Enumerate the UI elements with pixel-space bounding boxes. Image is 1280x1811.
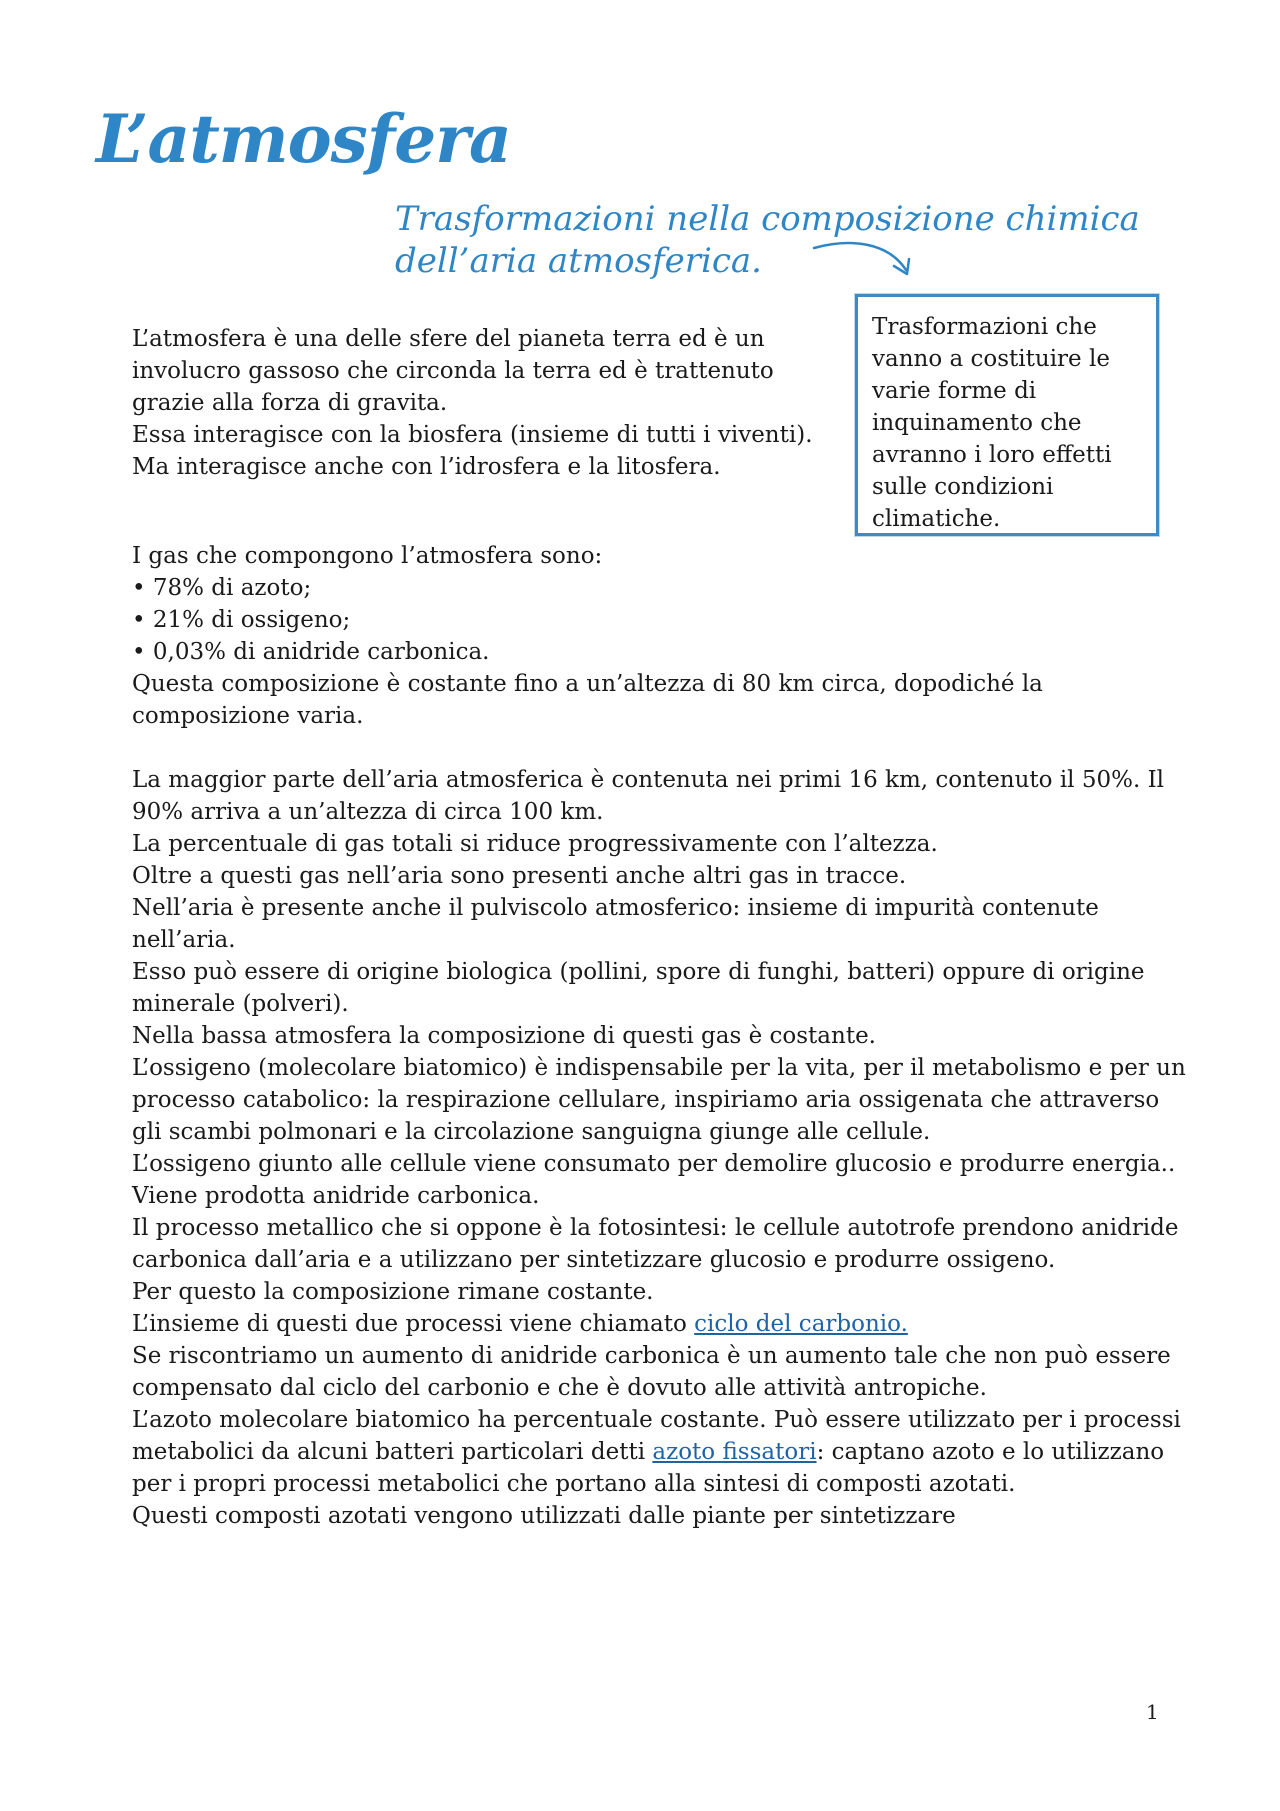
paragraph: Questi composti azotati vengono utilizzati dalle piante per sintetizzare <box>132 1503 956 1529</box>
gas-list-item: • 21% di ossigeno; <box>132 607 351 633</box>
body-text <box>132 540 1192 1532</box>
composition-note: Questa composizione è costante fino a un’altezza di 80 km circa, dopodiché la composizione varia. <box>132 671 1043 729</box>
paragraph: Nell’aria è presente anche il pulviscolo atmosferico: insieme di impurità contenute nell’aria. <box>132 895 1099 953</box>
paragraph: Esso può essere di origine biologica (pollini, spore di funghi, batteri) oppure di origine minerale (polveri). <box>132 959 1145 1017</box>
gas-list-heading: I gas che compongono l’atmosfera sono: <box>132 543 603 569</box>
paragraph: La maggior parte dell’aria atmosferica è contenuta nei primi 16 km, contenuto il 50%. Il 90% arriva a un’altezza di circa 100 km. <box>132 767 1165 825</box>
gas-list-item: • 0,03% di anidride carbonica. <box>132 639 490 665</box>
page-number: 1 <box>1146 1700 1159 1724</box>
ciclo-del-carbonio-link[interactable]: ciclo del carbonio. <box>694 1311 908 1337</box>
paragraph: Oltre a questi gas nell’aria sono presenti anche altri gas in tracce. <box>132 863 907 889</box>
paragraph: L’ossigeno giunto alle cellule viene consumato per demolire glucosio e produrre energia.. Viene prodotta anidride carbonica. <box>132 1151 1176 1209</box>
side-note-box: Trasformazioni che vanno a costituire le varie forme di inquinamento che avranno i loro effetti sulle condizioni climatiche. <box>855 294 1159 536</box>
intro-paragraph: Essa interagisce con la biosfera (insieme di tutti i viventi). Ma interagisce anche con l’idrosfera e la litosfera. <box>132 422 813 480</box>
paragraph-text: L’insieme di questi due processi viene chiamato <box>132 1311 695 1337</box>
intro-paragraph: L’atmosfera è una delle sfere del pianeta terra ed è un involucro gassoso che circonda la terra ed è trattenuto grazie alla forza di gravita. <box>132 326 774 416</box>
azoto-fissatori-link[interactable]: azoto fissatori <box>652 1439 817 1465</box>
subtitle: Trasformazioni nella composizione chimica dell’aria atmosferica. <box>395 199 1140 281</box>
paragraph: L’ossigeno (molecolare biatomico) è indispensabile per la vita, per il metabolismo e per un processo catabolico: la respirazione cellulare, inspiriamo aria ossigenata che attraverso gli scambi polmonari e la circolazione sanguigna giunge alle cellule. <box>132 1055 1186 1145</box>
paragraph-text: L’azoto molecolare biatomico ha percentuale costante. Può essere utilizzato per i processi metabolici da alcuni batteri particolari detti <box>132 1407 1181 1465</box>
gas-list-item: • 78% di azoto; <box>132 575 312 601</box>
paragraph-text: : captano azoto e lo utilizzano per i propri processi metabolici che portano alla sintesi di composti azotati. <box>132 1439 1165 1497</box>
intro-section <box>132 323 832 483</box>
paragraph: Il processo metallico che si oppone è la fotosintesi: le cellule autotrofe prendono anidride carbonica dall’aria e a utilizzano per sintetizzare glucosio e produrre ossigeno. <box>132 1215 1179 1273</box>
paragraph <box>132 1404 1192 1500</box>
paragraph: La percentuale di gas totali si riduce progressivamente con l’altezza. <box>132 831 938 857</box>
curved-arrow-icon <box>810 236 920 286</box>
paragraph <box>132 1308 1192 1340</box>
paragraph: Nella bassa atmosfera la composizione di questi gas è costante. <box>132 1023 876 1049</box>
paragraph: Per questo la composizione rimane costante. <box>132 1279 654 1305</box>
page-title: L’atmosfera <box>96 100 511 178</box>
paragraph: Se riscontriamo un aumento di anidride carbonica è un aumento tale che non può essere compensato dal ciclo del carbonio e che è dovuto alle attività antropiche. <box>132 1343 1171 1401</box>
